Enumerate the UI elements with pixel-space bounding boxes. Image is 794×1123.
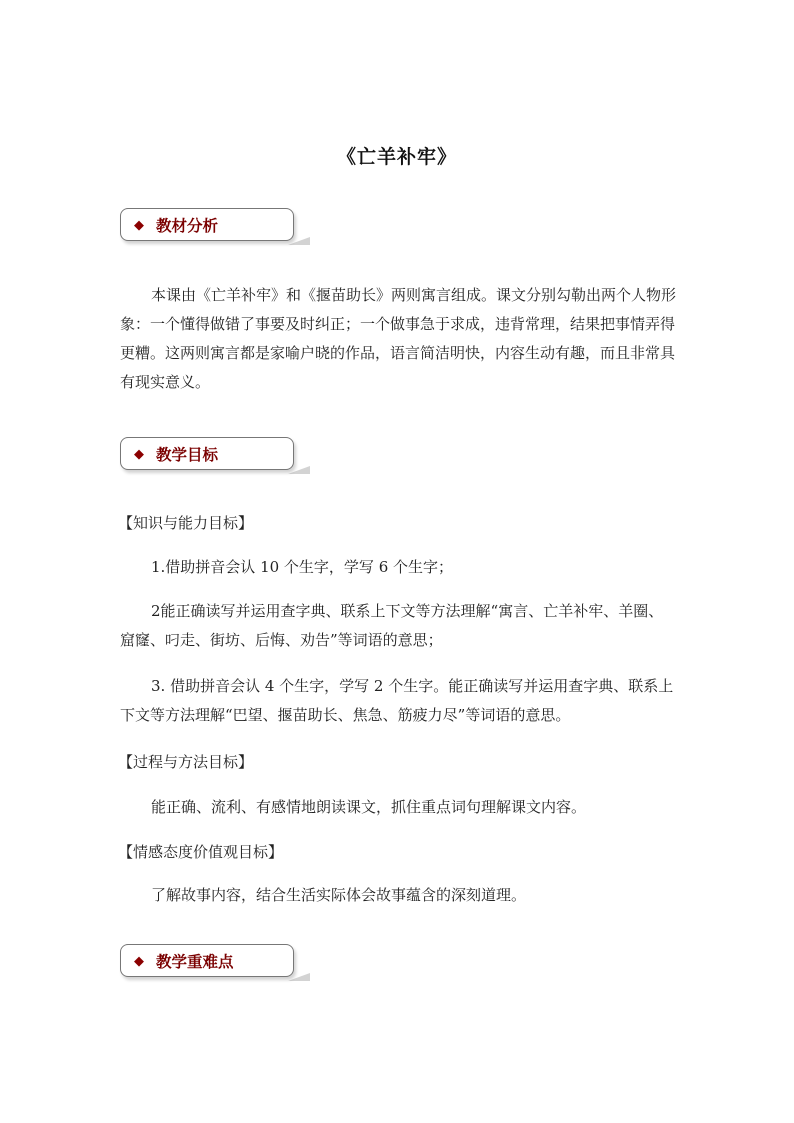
section-heading: 教学重难点	[156, 953, 234, 971]
knowledge-goal-item: 1.借助拼音会认 10 个生字，学写 6 个生字；	[151, 558, 454, 576]
section-header-analysis	[120, 208, 296, 242]
section-header-goals	[120, 437, 296, 471]
emotion-goal-text: 了解故事内容，结合生活实际体会故事蕴含的深刻道理。	[151, 886, 527, 904]
diamond-bullet-icon: ◆	[134, 218, 144, 233]
knowledge-goal-item: 3. 借助拼音会认 4 个生字，学写 2 个生字。能正确读写并运用查字典、联系上下文等方法理解“巴望、揠苗助长、焦急、筋疲力尽”等词语的意思。	[120, 677, 674, 724]
knowledge-goals-heading: 【知识与能力目标】	[118, 514, 254, 532]
analysis-paragraph: 本课由《亡羊补牢》和《揠苗助长》两则寓言组成。课文分别勾勒出两个人物形象：一个懂得做错了事要及时纠正；一个做事急于求成，违背常理，结果把事情弄得更糟。这两则寓言都是家喻户晓的作品，语言简洁明快，内容生动有趣，而且非常具有现实意义。	[120, 286, 677, 391]
emotion-goals-heading: 【情感态度价值观目标】	[118, 843, 284, 861]
knowledge-goal-item: 2能正确读写并运用查字典、联系上下文等方法理解“寓言、亡羊补牢、羊圈、窟窿、叼走、街坊、后悔、劝告”等词语的意思；	[120, 602, 664, 649]
section-heading: 教材分析	[156, 217, 219, 235]
process-goal-text: 能正确、流利、有感情地朗读课文，抓住重点词句理解课文内容。	[151, 798, 587, 816]
diamond-bullet-icon: ◆	[134, 954, 144, 969]
section-heading: 教学目标	[156, 446, 219, 464]
process-goals-heading: 【过程与方法目标】	[118, 753, 254, 771]
page-title: 《亡羊补牢》	[336, 146, 457, 168]
section-header-keypoints	[120, 944, 296, 978]
diamond-bullet-icon: ◆	[134, 447, 144, 462]
